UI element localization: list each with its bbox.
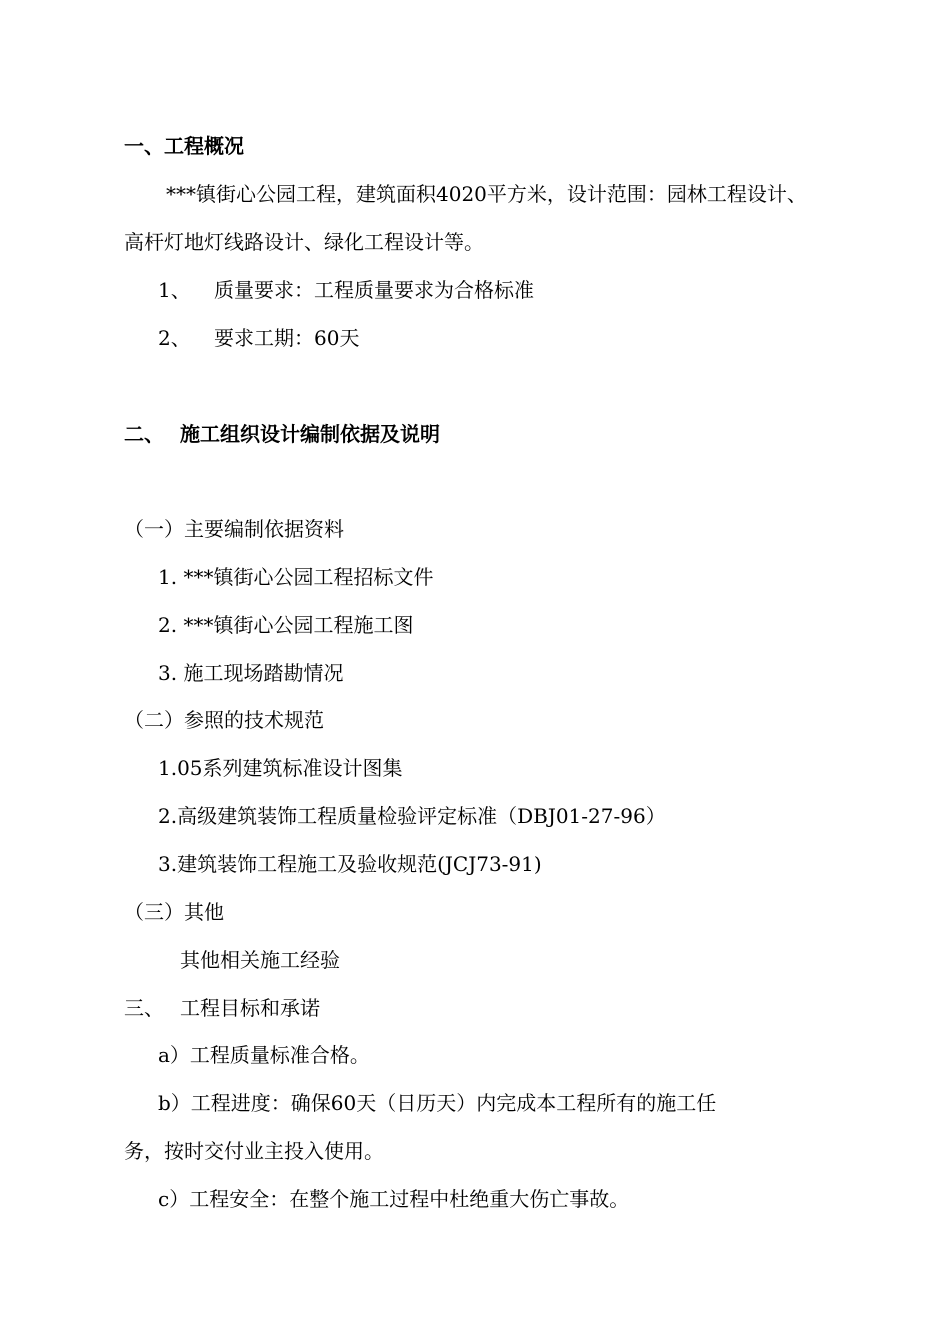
subsection2-title: （二）参照的技术规范 [124, 708, 324, 732]
subsection1-title: （一）主要编制依据资料 [124, 517, 344, 541]
section3-heading-text: 工程目标和承诺 [180, 996, 320, 1020]
requirement-item-2-num: 2、 [158, 326, 191, 350]
spec-item-3: 3.建筑装饰工程施工及验收规范(JCJ73-91) [158, 852, 542, 876]
requirement-item-1-text: 质量要求：工程质量要求为合格标准 [214, 278, 534, 302]
basis-item-2: 2. ***镇街心公园工程施工图 [158, 613, 414, 637]
other-text: 其他相关施工经验 [180, 948, 340, 972]
basis-item-3: 3. 施工现场踏勘情况 [158, 661, 344, 685]
section1-heading: 一、工程概况 [124, 134, 244, 158]
requirement-item-1-num: 1、 [158, 278, 191, 302]
goal-item-c: c）工程安全：在整个施工过程中杜绝重大伤亡事故。 [158, 1187, 630, 1211]
section2-heading [124, 420, 440, 448]
basis-item-1: 1. ***镇街心公园工程招标文件 [158, 565, 434, 589]
overview-line-1: ***镇街心公园工程，建筑面积4020平方米，设计范围：园林工程设计、 [166, 182, 807, 206]
goal-item-b-line-1: b）工程进度：确保60天（日历天）内完成本工程所有的施工任 [158, 1091, 717, 1115]
requirement-item-2-text: 要求工期：60天 [214, 326, 360, 350]
section3-heading-num: 三、 [124, 996, 164, 1020]
requirement-item-2 [158, 324, 359, 352]
goal-item-a: a）工程质量标准合格。 [158, 1043, 370, 1067]
overview-line-2: 高杆灯地灯线路设计、绿化工程设计等。 [124, 230, 484, 254]
section2-heading-text: 施工组织设计编制依据及说明 [180, 422, 440, 446]
goal-item-b-line-2: 务，按时交付业主投入使用。 [124, 1139, 384, 1163]
section2-heading-num: 二、 [124, 422, 164, 446]
requirement-item-1 [158, 276, 534, 304]
spec-item-1: 1.05系列建筑标准设计图集 [158, 756, 403, 780]
spec-item-2: 2.高级建筑装饰工程质量检验评定标准（DBJ01-27-96） [158, 804, 666, 828]
section3-heading [124, 994, 320, 1022]
subsection3-title: （三）其他 [124, 900, 224, 924]
